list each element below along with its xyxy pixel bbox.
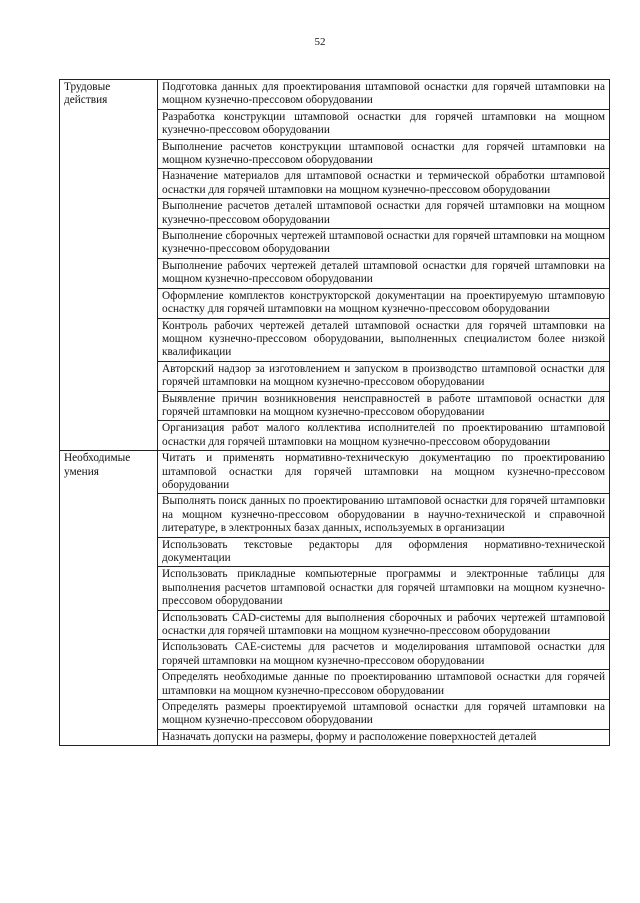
section-item: Подготовка данных для проектирования штамповой оснастки для горячей штамповки на мощном кузнечно-прессовом оборудовании [158,80,610,110]
section-item: Определять размеры проектируемой штамповой оснастки для горячей штамповки на мощном кузнечно-прессовом оборудовании [158,700,610,730]
section-item: Определять необходимые данные по проектированию штамповой оснастки для горячей штамповки на мощном кузнечно-прессовом оборудовании [158,670,610,700]
table-body [60,80,610,746]
table-row [60,451,610,494]
section-item: Выполнение расчетов деталей штамповой оснастки для горячей штамповки на мощном кузнечно-прессовом оборудовании [158,199,610,229]
requirements-table [59,79,610,746]
section-item: Назначение материалов для штамповой оснастки и термической обработки штамповой оснастки для горячей штамповки на мощном кузнечно-прессовом оборудовании [158,169,610,199]
section-item: Назначать допуски на размеры, форму и расположение поверхностей деталей [158,729,610,745]
section-item: Выявление причин возникновения неисправностей в работе штамповой оснастки для горячей штамповки на мощном кузнечно-прессовом оборудовании [158,391,610,421]
section-item: Использовать CAD-системы для выполнения сборочных и рабочих чертежей штамповой оснастки для горячей штамповки на мощном кузнечно-прессовом оборудовании [158,610,610,640]
section-item: Контроль рабочих чертежей деталей штамповой оснастки для горячей штамповки на мощном кузнечно-прессовом оборудовании, выполненных специалистом более низкой квалификации [158,318,610,361]
section-item: Разработка конструкции штамповой оснастки для горячей штамповки на мощном кузнечно-прессовом оборудовании [158,109,610,139]
section-label: Необходимые умения [60,451,158,746]
section-item: Авторский надзор за изготовлением и запуском в производство штамповой оснастки для горячей штамповки на мощном кузнечно-прессовом оборудовании [158,361,610,391]
section-item: Оформление комплектов конструкторской документации на проектируемую штамповую оснастку для горячей штамповки на мощном кузнечно-прессовом оборудовании [158,288,610,318]
section-item: Читать и применять нормативно-техническую документацию по проектированию штамповой оснастки для горячей штамповки на мощном кузнечно-прессовом оборудовании [158,451,610,494]
section-item: Организация работ малого коллектива исполнителей по проектированию штамповой оснастки для горячей штамповки на мощном кузнечно-прессовом оборудовании [158,421,610,451]
section-item: Выполнять поиск данных по проектированию штамповой оснастки для горячей штамповки на мощном кузнечно-прессовом оборудовании в научно-технической и справочной литературе, в электронных базах данных, используемых в организации [158,494,610,537]
page-number: 52 [314,36,326,48]
section-item: Использовать текстовые редакторы для оформления нормативно-технической документации [158,537,610,567]
section-item: Использовать САЕ-системы для расчетов и моделирования штамповой оснастки для горячей штамповки на мощном кузнечно-прессовом оборудовании [158,640,610,670]
section-item: Выполнение сборочных чертежей штамповой оснастки для горячей штамповки на мощном кузнечно-прессовом оборудовании [158,229,610,259]
section-label: Трудовые действия [60,80,158,451]
section-item: Выполнение расчетов конструкции штамповой оснастки для горячей штамповки на мощном кузнечно-прессовом оборудовании [158,139,610,169]
table-row [60,80,610,110]
section-item: Выполнение рабочих чертежей деталей штамповой оснастки для горячей штамповки на мощном кузнечно-прессовом оборудовании [158,258,610,288]
section-item: Использовать прикладные компьютерные программы и электронные таблицы для выполнения расчетов штамповой оснастки для горячей штамповки на мощном кузнечно-прессовом оборудовании [158,567,610,610]
